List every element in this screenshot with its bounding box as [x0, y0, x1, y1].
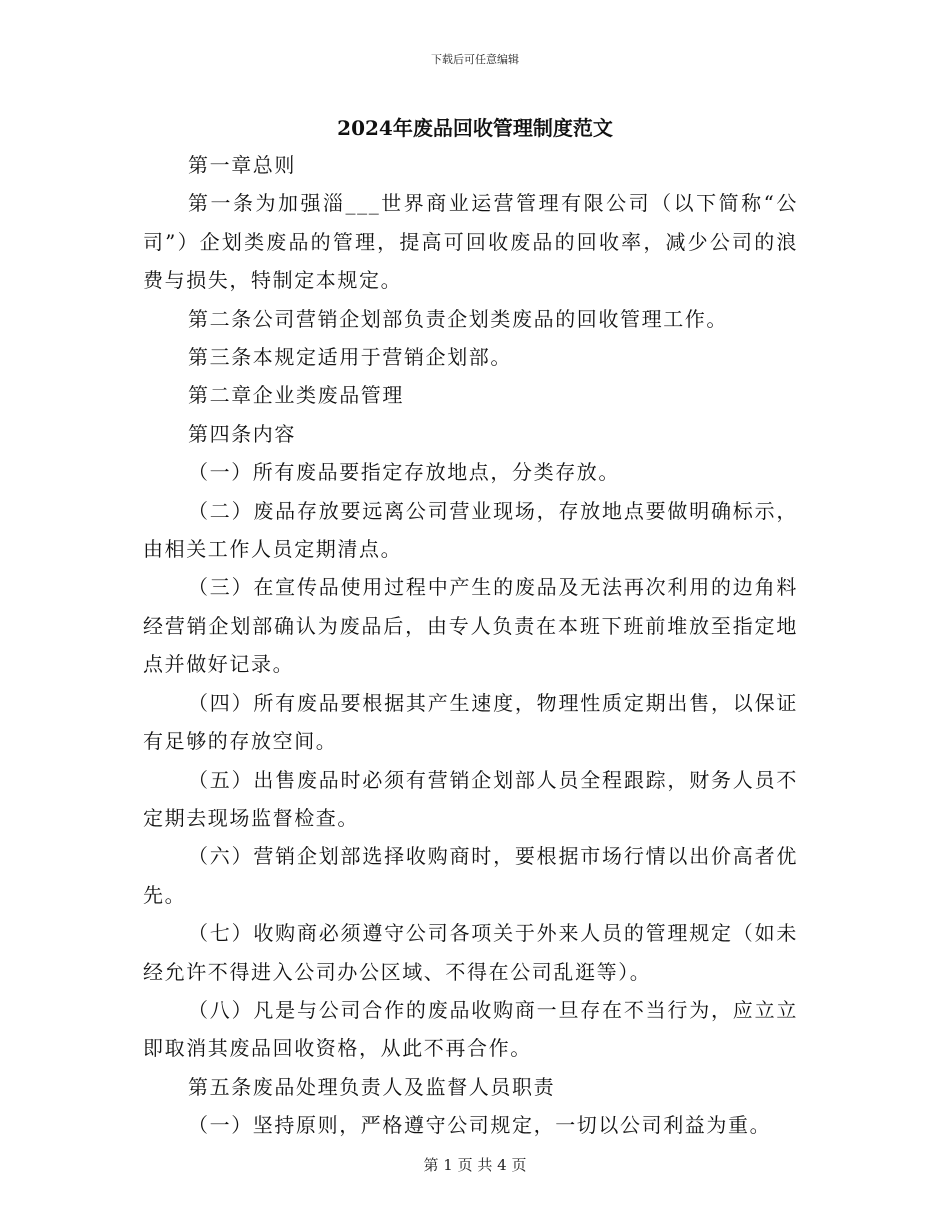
- list-item-paragraph: （三）在宣传品使用过程中产生的废品及无法再次利用的边角料经营销企划部确认为废品后，由专人负责在本班下班前堆放至指定地点并做好记录。: [143, 575, 798, 677]
- list-item-paragraph: （八）凡是与公司合作的废品收购商一旦存在不当行为，应立立即取消其废品回收资格，从此不再合作。: [143, 997, 798, 1061]
- page-header-note: 下载后可任意编辑: [431, 53, 519, 66]
- chapter-heading: 第二章企业类废品管理: [188, 383, 404, 408]
- article-paragraph: 第三条本规定适用于营销企划部。: [188, 345, 512, 370]
- article-paragraph: 第二条公司营销企划部负责企划类废品的回收管理工作。: [188, 306, 728, 331]
- article-paragraph: 第一条为加强淄___世界商业运营管理有限公司（以下简称“公司”）企划类废品的管理，提高可回收废品的回收率，减少公司的浪费与损失，特制定本规定。: [143, 191, 798, 293]
- page-number-footer: 第 1 页 共 4 页: [423, 1156, 527, 1174]
- list-item-paragraph: （五）出售废品时必须有营销企划部人员全程跟踪，财务人员不定期去现场监督检查。: [143, 767, 798, 830]
- document-body: [143, 146, 798, 1145]
- list-item-paragraph: （六）营销企划部选择收购商时，要根据市场行情以出价高者优先。: [143, 844, 798, 907]
- article-paragraph: 第五条废品处理负责人及监督人员职责: [188, 1074, 556, 1099]
- list-item-paragraph: （七）收购商必须遵守公司各项关于外来人员的管理规定（如未经允许不得进入公司办公区域、不得在公司乱逛等）。: [143, 921, 798, 984]
- list-item-paragraph: （二）废品存放要远离公司营业现场，存放地点要做明确标示，由相关工作人员定期清点。: [143, 498, 798, 562]
- article-paragraph: 第四条内容: [188, 421, 296, 446]
- list-item-paragraph: （一）坚持原则，严格遵守公司规定，一切以公司利益为重。: [188, 1113, 772, 1138]
- list-item-paragraph: （四）所有废品要根据其产生速度，物理性质定期出售，以保证有足够的存放空间。: [143, 690, 798, 754]
- chapter-heading: 第一章总则: [188, 153, 296, 177]
- document-title: 2024年废品回收管理制度范文: [337, 116, 613, 140]
- list-item-paragraph: （一）所有废品要指定存放地点，分类存放。: [188, 460, 620, 485]
